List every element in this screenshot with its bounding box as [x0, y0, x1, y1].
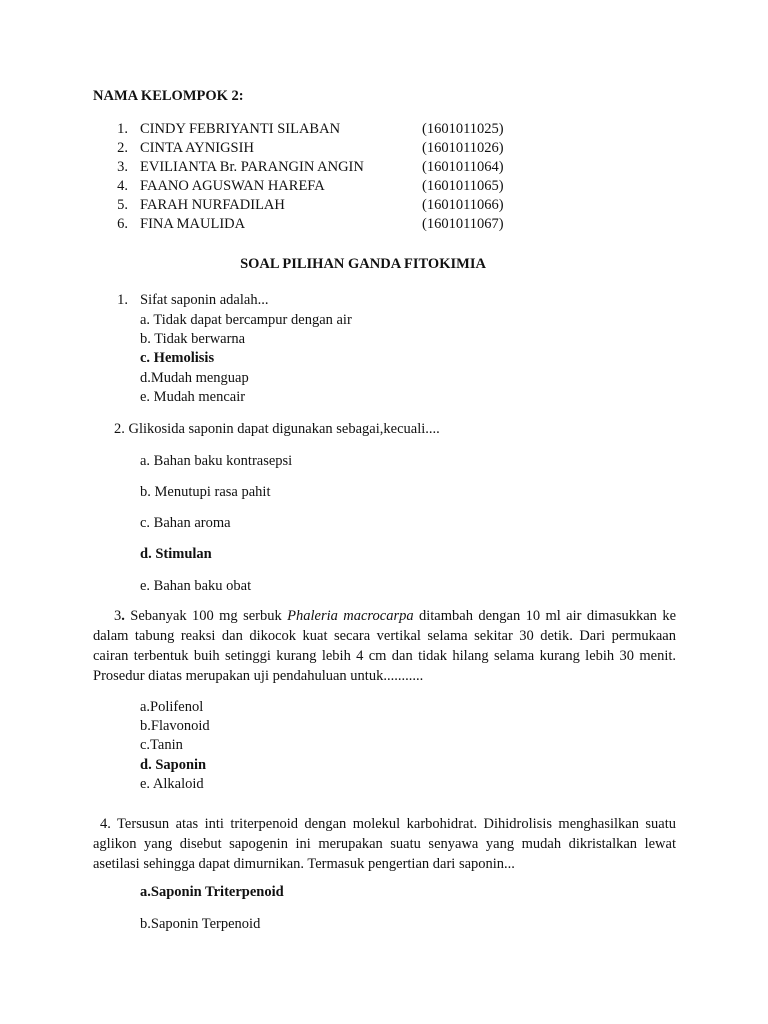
member-row — [100, 178, 520, 194]
question-text: 2. Glikosida saponin dapat digunakan sebagai,kecuali.... — [114, 421, 440, 437]
member-row — [100, 159, 520, 175]
member-name: FAANO AGUSWAN HAREFA — [140, 178, 325, 194]
option-d: d.Mudah menguap — [140, 370, 249, 386]
option-b: b.Flavonoid — [140, 718, 210, 734]
question-number: 1. — [117, 292, 128, 308]
member-id: (1601011067) — [422, 216, 504, 232]
member-row — [100, 216, 520, 232]
question-number: 3 — [114, 608, 122, 624]
option-c: c. Bahan aroma — [140, 515, 231, 531]
option-letter: d — [140, 546, 149, 562]
option-d-answer: d. Saponin — [140, 757, 207, 773]
member-name: FARAH NURFADILAH — [140, 197, 285, 213]
member-row — [100, 140, 520, 156]
option-a-answer: a.Saponin Triterpenoid — [140, 884, 284, 900]
member-id: (1601011026) — [422, 140, 504, 156]
member-name: CINTA AYNIGSIH — [140, 140, 254, 156]
option-a: a.Polifenol — [140, 699, 204, 715]
option-b: b.Saponin Terpenoid — [140, 916, 261, 932]
member-name: CINDY FEBRIYANTI SILABAN — [140, 121, 341, 137]
member-id: (1601011065) — [422, 178, 504, 194]
member-id: (1601011066) — [422, 197, 504, 213]
member-number: 6. — [117, 216, 128, 232]
question-text — [93, 606, 676, 686]
species-name: Phaleria macrocarpa — [287, 608, 414, 624]
member-row — [100, 121, 520, 137]
option-c-answer: c. Hemolisis — [140, 350, 215, 366]
question-text-end: ditambah dengan 10 ml air dimasukkan ke dalam tabung reaksi dan dikocok kuat secara vertikal selama sekitar 30 detik. Dari permukaan cairan terbentuk buih setinggi kurang lebih 4 cm dan tidak hilang selama kurang lebih 30 menit. Prosedur diatas merupakan uji pendahuluan untuk........... — [93, 608, 677, 684]
option-a: a. Bahan baku kontrasepsi — [140, 453, 293, 469]
member-number: 3. — [117, 159, 128, 175]
member-row — [100, 197, 520, 213]
option-b: b. Menutupi rasa pahit — [140, 484, 271, 500]
option-d-answer — [140, 547, 212, 562]
option-b: b. Tidak berwarna — [140, 331, 246, 347]
option-e: e. Bahan baku obat — [140, 578, 252, 594]
option-a: a. Tidak dapat bercampur dengan air — [140, 312, 352, 328]
question-number-dot: . — [121, 608, 125, 624]
member-number: 5. — [117, 197, 128, 213]
option-c: c.Tanin — [140, 737, 183, 753]
member-id: (1601011025) — [422, 121, 504, 137]
member-number: 2. — [117, 140, 128, 156]
member-id: (1601011064) — [422, 159, 504, 175]
member-number: 4. — [117, 178, 128, 194]
option-e: e. Alkaloid — [140, 776, 204, 792]
member-name: EVILIANTA Br. PARANGIN ANGIN — [140, 159, 364, 175]
document-title: SOAL PILIHAN GANDA FITOKIMIA — [240, 256, 486, 272]
option-text: . Stimulan — [148, 546, 212, 562]
question-text: Sifat saponin adalah... — [140, 292, 269, 308]
group-title: NAMA KELOMPOK 2: — [93, 88, 244, 104]
member-name: FINA MAULIDA — [140, 216, 246, 232]
question-text: 4. Tersusun atas inti triterpenoid dengan molekul karbohidrat. Dihidrolisis menghasilkan suatu aglikon yang disebut sapogenin ini merupakan suatu senyawa yang mudah dikristalkan lewat asetilasi sehingga dapat dimurnikan. Termasuk pengertian dari saponin... — [93, 816, 676, 872]
member-number: 1. — [117, 121, 128, 137]
question-text-start: Sebanyak 100 mg serbuk — [124, 608, 288, 624]
option-e: e. Mudah mencair — [140, 389, 246, 405]
